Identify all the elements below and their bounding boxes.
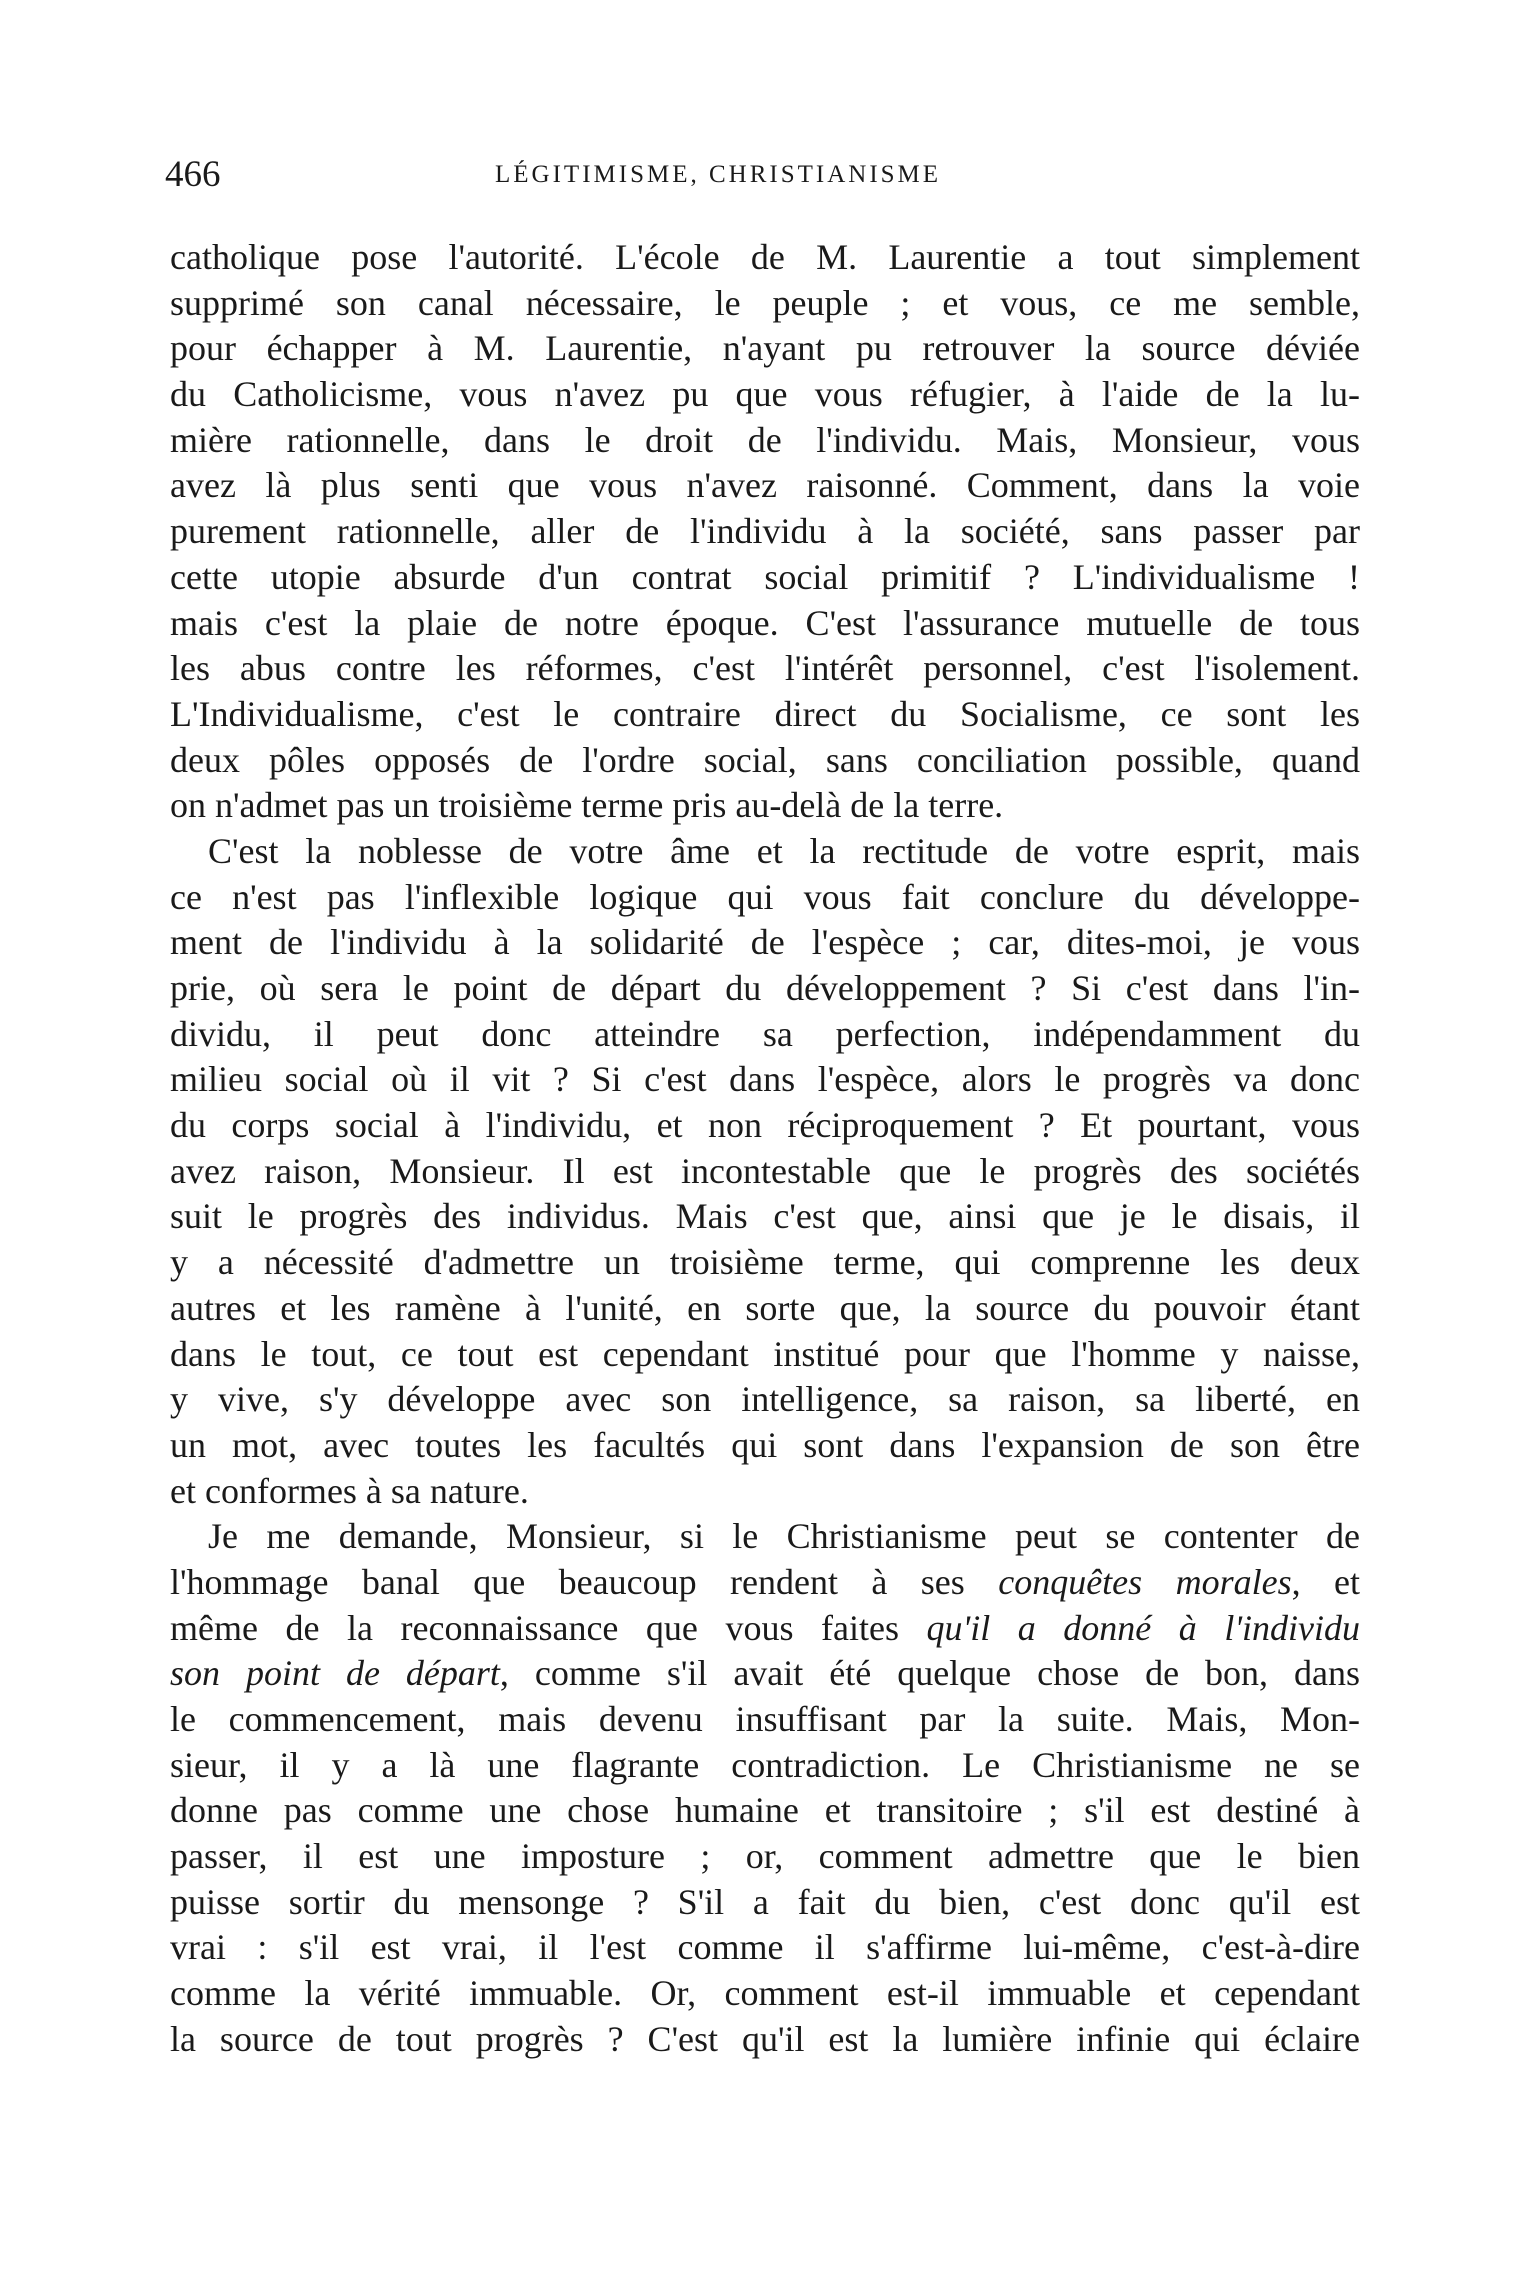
text-line: du Catholicisme, vous n'avez pu que vous réfugier, à l'aide de la lu- [170, 374, 1360, 415]
text-line: son point de départ, comme s'il avait été quelque chose de bon, dans [170, 1653, 1360, 1694]
text-line: du corps social à l'individu, et non réciproquement ? Et pourtant, vous [170, 1105, 1360, 1146]
text-line: avez là plus senti que vous n'avez raisonné. Comment, dans la voie [170, 465, 1360, 506]
text-line: y vive, s'y développe avec son intelligence, sa raison, sa liberté, en [170, 1379, 1360, 1420]
text-line: y a nécessité d'admettre un troisième terme, qui comprenne les deux [170, 1242, 1360, 1283]
text-line: les abus contre les réformes, c'est l'intérêt personnel, c'est l'isolement. [170, 648, 1360, 689]
text-line: avez raison, Monsieur. Il est incontestable que le progrès des sociétés [170, 1150, 1360, 1191]
text-line: passer, il est une imposture ; or, comment admettre que le bien [170, 1836, 1360, 1877]
text-line: pour échapper à M. Laurentie, n'ayant pu retrouver la source déviée [170, 328, 1360, 369]
text-line: purement rationnelle, aller de l'individu à la société, sans passer par [170, 511, 1360, 552]
text-line: C'est la noblesse de votre âme et la rectitude de votre esprit, mais [208, 830, 1360, 871]
text-line: on n'admet pas un troisième terme pris au-delà de la terre. [170, 785, 1004, 826]
running-head [165, 150, 1360, 200]
body-text [170, 235, 1360, 2063]
text-line: comme la vérité immuable. Or, comment est-il immuable et cependant [170, 1973, 1360, 2014]
text-line: autres et les ramène à l'unité, en sorte que, la source du pouvoir étant [170, 1287, 1360, 1328]
text-line: mière rationnelle, dans le droit de l'individu. Mais, Monsieur, vous [170, 419, 1360, 460]
text-line: l'hommage banal que beaucoup rendent à ses conquêtes morales, et [170, 1561, 1360, 1602]
text-line: catholique pose l'autorité. L'école de M. Laurentie a tout simplement [170, 237, 1360, 277]
text-line: cette utopie absurde d'un contrat social primitif ? L'individualisme ! [170, 556, 1360, 597]
text-line: suit le progrès des individus. Mais c'est que, ainsi que je le disais, il [170, 1196, 1360, 1237]
text-line: même de la reconnaissance que vous faites qu'il a donné à l'individu [170, 1607, 1361, 1648]
text-line: le commencement, mais devenu insuffisant par la suite. Mais, Mon- [170, 1699, 1360, 1739]
text-line: puisse sortir du mensonge ? S'il a fait du bien, c'est donc qu'il est [170, 1881, 1360, 1922]
text-line: Je me demande, Monsieur, si le Christianisme peut se contenter de [208, 1516, 1360, 1557]
paragraph [170, 829, 1360, 1514]
text-line: et conformes à sa nature. [170, 1470, 529, 1511]
text-line: sieur, il y a là une flagrante contradiction. Le Christianisme ne se [170, 1744, 1360, 1785]
text-line: vrai : s'il est vrai, il l'est comme il s'affirme lui-même, c'est-à-dire [170, 1927, 1360, 1968]
running-head-title: LÉGITIMISME, CHRISTIANISME [495, 161, 942, 188]
text-line: milieu social où il vit ? Si c'est dans l'espèce, alors le progrès va donc [170, 1059, 1360, 1100]
text-line: supprimé son canal nécessaire, le peuple ; et vous, ce me semble, [170, 282, 1360, 323]
text-line: prie, où sera le point de départ du développement ? Si c'est dans l'in- [170, 968, 1360, 1008]
paragraph [170, 1514, 1360, 2062]
text-line: donne pas comme une chose humaine et transitoire ; s'il est destiné à [170, 1790, 1360, 1831]
text-line: dans le tout, ce tout est cependant institué pour que l'homme y naisse, [170, 1333, 1360, 1374]
text-line: L'Individualisme, c'est le contraire direct du Socialisme, ce sont les [170, 693, 1360, 734]
text-line: la source de tout progrès ? C'est qu'il est la lumière infinie qui éclaire [170, 2018, 1360, 2059]
text-line: ce n'est pas l'inflexible logique qui vous fait conclure du développe- [170, 876, 1360, 917]
text-line: deux pôles opposés de l'ordre social, sans conciliation possible, quand [170, 739, 1360, 780]
text-line: dividu, il peut donc atteindre sa perfection, indépendamment du [170, 1013, 1360, 1054]
page-number: 466 [165, 154, 221, 195]
text-line: un mot, avec toutes les facultés qui sont dans l'expansion de son être [170, 1424, 1360, 1465]
text-line: mais c'est la plaie de notre époque. C'est l'assurance mutuelle de tous [170, 602, 1360, 643]
text-line: ment de l'individu à la solidarité de l'espèce ; car, dites-moi, je vous [170, 922, 1360, 963]
paragraph [170, 235, 1360, 829]
